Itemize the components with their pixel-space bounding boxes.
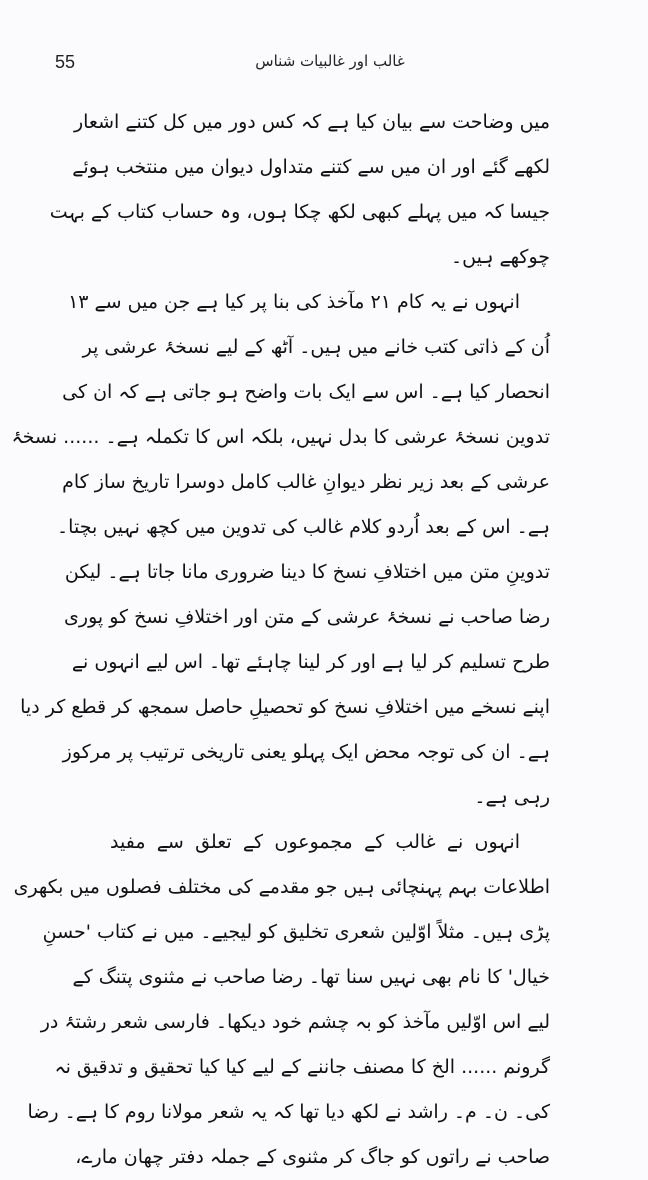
paragraph-first-line: انہوں نے غالب کے مجموعوں کے تعلق سے مفید [110, 831, 520, 853]
page-number: 55 [55, 52, 76, 72]
text-line: خیال' کا نام بھی نہیں سنا تھا۔ رضا صاحب نے مثنوی پتنگ کے [72, 966, 550, 988]
text-line: اطلاعات بہم پہنچائی ہیں جو مقدمے کی مختلف فصلوں میں بکھری [13, 876, 550, 898]
text-line: چوکھے ہیں۔ [451, 246, 550, 268]
text-line: تدوین نسخۂ عرشی کا بدل نہیں، بلکہ اس کا تکملہ ہے۔ ...... نسخۂ [11, 426, 550, 448]
text-line: رضا صاحب نے نسخۂ عرشی کے متن اور اختلافِ نسخ کو پوری [64, 606, 550, 628]
text-line: کی۔ ن۔ م۔ راشد نے لکھ دیا تھا کہ یہ شعر مولانا روم کا ہے۔ رضا [27, 1101, 550, 1123]
text-line: لکھے گئے اور ان میں سے کتنے متداول دیوان میں منتخب ہوئے [72, 156, 550, 178]
text-line: ہے۔ ان کی توجہ محض ایک پہلو یعنی تاریخی ترتیب پر مرکوز [62, 741, 550, 763]
text-line: جیسا کہ میں پہلے کبھی لکھ چکا ہوں، وہ حساب کتاب کے بہت [49, 201, 550, 223]
text-line: اُن کے ذاتی کتب خانے میں ہیں۔ آٹھ کے لیے نسخۂ عرشی پر [82, 336, 550, 358]
text-line: میں وضاحت سے بیان کیا ہے کہ کس دور میں کل کتنے اشعار [73, 111, 550, 133]
body-text [11, 100, 550, 1180]
text-line: رہی ہے۔ [474, 786, 550, 808]
text-line: پڑی ہیں۔ مثلاً اوّلین شعری تخلیق کو لیجیے۔ میں نے کتاب 'حسنِ [42, 921, 550, 943]
text-line: ہے۔ اس کے بعد اُردو کلام غالب کی تدوین میں کچھ نہیں بچتا۔ [57, 516, 550, 538]
text-line: صاحب نے راتوں کو جاگ کر مثنوی کے جملہ دفتر چھان مارے، [75, 1146, 550, 1168]
text-line: لیے اس اوّلیں مآخذ کو بہ چشم خود دیکھا۔ فارسی شعر رشتۂ در [40, 1011, 550, 1033]
running-header-title: غالب اور غالبیات شناس [255, 52, 405, 70]
paragraph-first-line: انہوں نے یہ کام ۲۱ مآخذ کی بنا پر کیا ہے جن میں سے ۱۳ [68, 291, 520, 313]
text-line: گرونم ...... الخ کا مصنف جاننے کے لیے کیا کیا تحقیق و تدقیق نہ [54, 1056, 550, 1078]
text-line: طرح تسلیم کر لیا ہے اور کر لینا چاہئے تھا۔ اس لیے انہوں نے [71, 651, 550, 673]
text-line: اپنے نسخے میں اختلافِ نسخ کو تحصیلِ حاصل سمجھ کر قطع کر دیا [20, 696, 550, 718]
text-line: تدوینِ متن میں اختلافِ نسخ کا دینا ضروری مانا جاتا ہے۔ لیکن [64, 561, 550, 583]
text-line: عرشی کے بعد زیر نظر دیوانِ غالب کامل دوسرا تاریخ ساز کام [62, 471, 550, 493]
text-line: انحصار کیا ہے۔ اس سے ایک بات واضح ہو جاتی ہے کہ ان کی [62, 381, 550, 403]
